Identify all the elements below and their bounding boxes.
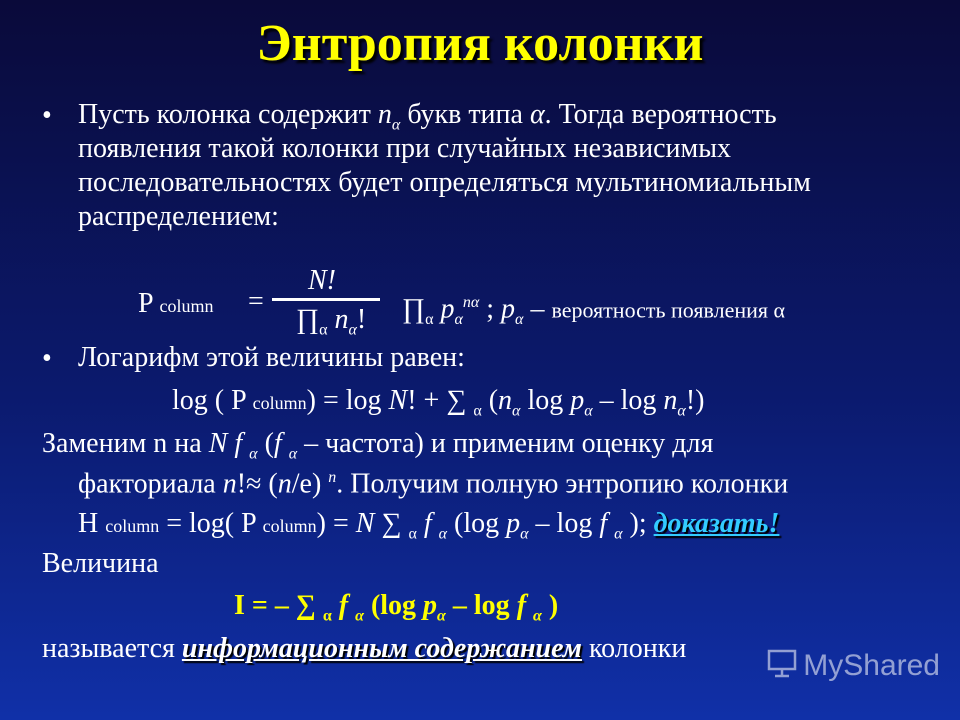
paragraph-quantity: Величина <box>42 548 159 579</box>
watermark-text: MyShared <box>803 648 940 682</box>
formula-1-product: $\prod_\alpha$ $p_\alpha^{n\alpha}$ ; $p_\alpha$ – вероятность появления α <box>402 293 786 328</box>
term-information-content: информационным содержанием <box>181 633 582 664</box>
formula-2: log ( P column) = log N! + ∑ $_\alpha$ ($n_\alpha$ $\log p_\alpha$ – $\log n_\alpha$!) <box>172 385 705 420</box>
paragraph-called: называется информационным содержанием колонки <box>42 633 687 664</box>
bullet-1-line-4: распределением: <box>78 201 279 232</box>
formula-3-entropy: H column = log( P column) = N ∑ $_\alpha$ f $_\alpha$ (log $p_\alpha$ – log f $_\alpha$ ); доказать! <box>78 508 780 543</box>
presentation-icon <box>767 648 797 686</box>
fraction-bar <box>272 298 380 301</box>
bullet-2-text: Логарифм этой величины равен: <box>78 342 465 373</box>
paragraph-substitute-line-1: Заменим n на N f $_\alpha$ (f $_\alpha$ – частота) и применим оценку для <box>42 428 714 463</box>
bullet-1-line-2: появления такой колонки при случайных независимых <box>78 133 732 164</box>
slide-title: Энтропия колонки <box>256 15 704 72</box>
bullet-1-line-3: последовательностях будет определяться мультиномиальным <box>78 167 811 198</box>
paragraph-substitute-line-2: факториала n!≈ (n/e) $^n$. Получим полную энтропию колонки <box>78 468 789 500</box>
watermark <box>767 648 940 686</box>
formula-1-lhs: P column <box>138 288 214 319</box>
bullet-1-line-1: Пусть колонка содержит $n_\alpha$ букв типа α. Тогда вероятность <box>78 99 777 134</box>
bullet-2-marker: • <box>42 343 52 374</box>
formula-1-equals: = <box>248 286 264 317</box>
bullet-1-marker: • <box>42 100 52 131</box>
formula-4-information: I = – ∑ $_\alpha$ f $_\alpha$ (log $p_\alpha$ – log f $_\alpha$ ) <box>234 590 559 625</box>
formula-1-numerator: N! <box>308 265 336 296</box>
prove-link[interactable]: доказать! <box>653 508 780 539</box>
formula-1-denominator: $\prod_\alpha$ $n_\alpha$! <box>296 304 367 339</box>
